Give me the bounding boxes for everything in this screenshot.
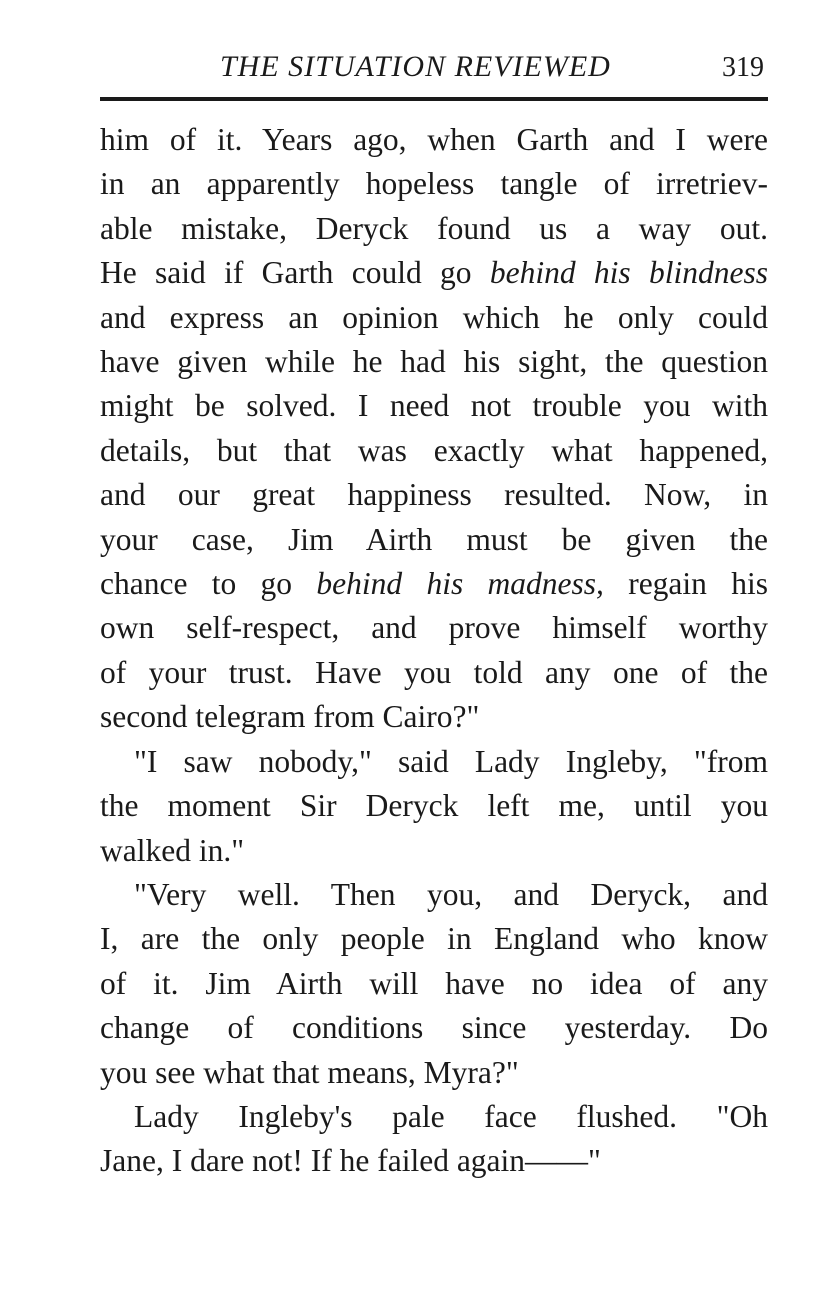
text-run: regain his [603, 566, 768, 602]
text-line: details, but that was exactly what happened, [100, 432, 768, 468]
text-line: have given while he had his sight, the question [100, 344, 768, 380]
text-line: I, are the only people in England who know [100, 921, 768, 957]
body-text [100, 118, 768, 1184]
text-line: might be solved. I need not trouble you with [100, 388, 768, 424]
text-line: and our great happiness resulted. Now, in [100, 477, 768, 513]
text-line: Jane, I dare not! If he failed again——" [100, 1143, 601, 1179]
text-line: of your trust. Have you told any one of the [100, 654, 768, 690]
text-line: in an apparently hopeless tangle of irretriev- [100, 166, 768, 202]
text-line: of it. Jim Airth will have no idea of any [100, 965, 768, 1001]
paragraph-2 [100, 740, 768, 873]
text-line: "I saw nobody," said Lady Ingleby, "from [134, 743, 768, 779]
italic-phrase: behind his blindness [489, 255, 768, 291]
header-rule [100, 97, 768, 101]
text-line: own self-respect, and prove himself worthy [100, 610, 768, 646]
text-line [100, 562, 768, 606]
text-line: your case, Jim Airth must be given the [100, 521, 768, 557]
paragraph-3 [100, 873, 768, 1095]
text-line: second telegram from Cairo?" [100, 699, 480, 735]
text-line: the moment Sir Deryck left me, until you [100, 788, 768, 824]
italic-phrase: behind his madness, [316, 566, 604, 602]
text-run: chance to go [100, 566, 317, 602]
text-line: change of conditions since yesterday. Do [100, 1010, 768, 1046]
text-line: and express an opinion which he only could [100, 299, 768, 335]
text-line: walked in." [100, 832, 245, 868]
text-line: "Very well. Then you, and Deryck, and [134, 876, 768, 912]
paragraph-4 [100, 1095, 768, 1184]
text-line: you see what that means, Myra?" [100, 1054, 519, 1090]
running-head [100, 50, 768, 90]
running-title: THE SITUATION REVIEWED [220, 50, 611, 83]
page-number: 319 [722, 52, 764, 83]
text-run: He said if Garth could go [100, 255, 490, 291]
paragraph-1 [100, 118, 768, 740]
text-line: Lady Ingleby's pale face flushed. "Oh [134, 1098, 768, 1134]
text-line [100, 251, 768, 295]
text-line: him of it. Years ago, when Garth and I were [100, 122, 768, 157]
text-line: able mistake, Deryck found us a way out. [100, 210, 768, 246]
